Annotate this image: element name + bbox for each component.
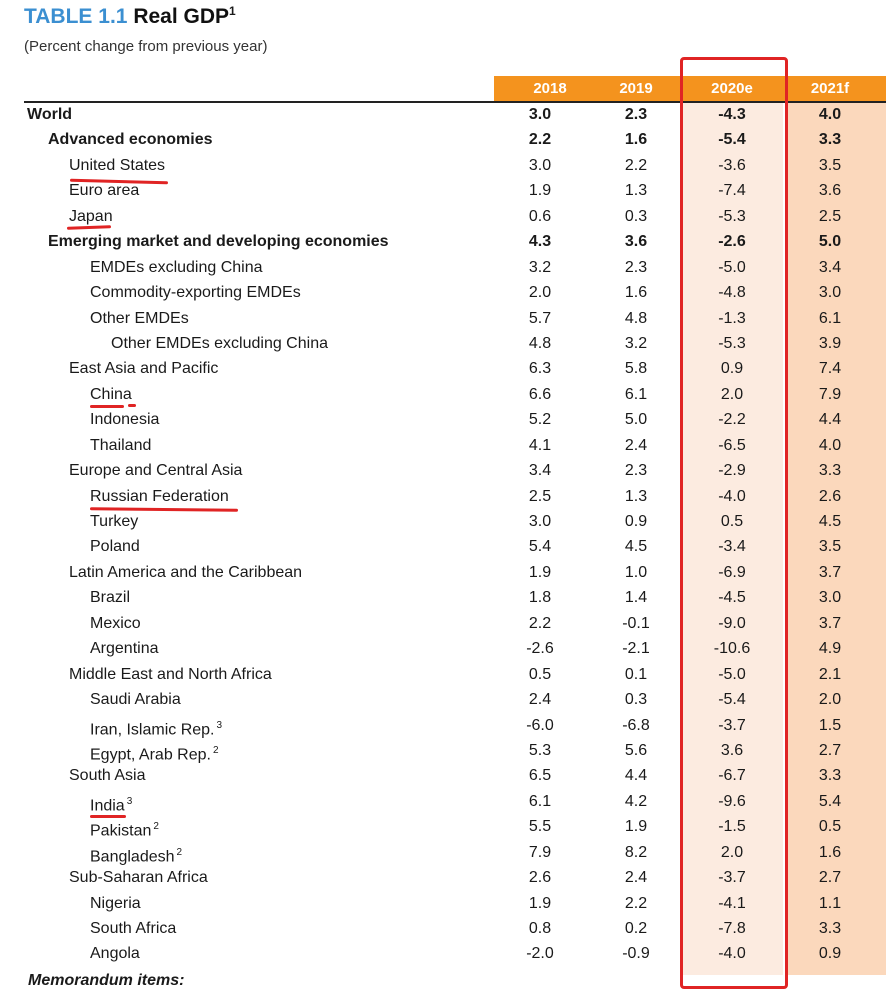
cell-2020e: -5.4	[718, 691, 746, 709]
cell-2018: 6.3	[528, 360, 552, 378]
table-name: Real GDP	[133, 5, 230, 28]
cell-2021f: 0.5	[818, 818, 842, 836]
cell-2020e: 0.9	[720, 360, 744, 378]
cell-2019: 1.4	[624, 589, 648, 607]
cell-2018: 0.6	[528, 207, 552, 225]
row-label-text: Emerging market and developing economies	[48, 233, 389, 251]
cell-2019: 2.2	[624, 894, 648, 912]
cell-2019: 4.4	[624, 767, 648, 785]
cell-2019: -0.9	[622, 945, 650, 963]
cell-2019: 1.6	[624, 131, 648, 149]
cell-2020e: -3.7	[718, 869, 746, 887]
row-label	[90, 306, 189, 331]
row-label-text: Middle East and North Africa	[69, 665, 272, 683]
cell-2021f: 2.0	[818, 691, 842, 709]
cell-2019: 2.4	[624, 436, 648, 454]
row-label-text: Turkey	[90, 513, 139, 530]
cell-2018: 5.4	[528, 538, 552, 556]
cell-2021f: 3.6	[818, 182, 842, 200]
row-label	[69, 153, 165, 178]
cell-2020e: -7.4	[718, 182, 746, 200]
title-footnote: 1	[229, 4, 236, 18]
cell-2021f: 3.5	[818, 156, 842, 174]
row-label-text: Egypt, Arab Rep.	[90, 746, 211, 764]
cell-2021f: 3.9	[818, 334, 842, 352]
cell-2019: 0.9	[624, 513, 648, 530]
annotation-underline-china	[90, 405, 124, 408]
row-label	[90, 280, 301, 305]
row-label-text: Advanced economies	[48, 131, 213, 149]
column-header-2019: 2019	[619, 80, 653, 97]
cell-2019: 0.3	[624, 691, 648, 709]
annotation-mark-china	[128, 404, 136, 407]
row-label	[69, 356, 218, 381]
row-label	[27, 102, 72, 127]
row-label-text: South Asia	[69, 767, 146, 785]
cell-2020e: -6.5	[718, 436, 746, 454]
cell-2021f: 2.7	[818, 741, 842, 759]
cell-2019: 3.2	[624, 334, 648, 352]
row-label-text: World	[27, 106, 73, 123]
cell-2020e: -3.6	[718, 156, 746, 174]
row-label	[48, 127, 213, 152]
cell-2019: 2.3	[624, 462, 648, 480]
cell-2020e: 2.0	[720, 385, 744, 403]
cell-2019: 4.5	[624, 538, 648, 556]
row-footnote: 2	[212, 744, 219, 756]
cell-2018: 0.8	[528, 920, 552, 937]
cell-2018: 2.0	[528, 284, 552, 302]
cell-2020e: 2.0	[720, 843, 744, 861]
cell-2019: 0.3	[624, 207, 648, 225]
cell-2019: 2.4	[624, 869, 648, 887]
row-label	[90, 687, 181, 712]
cell-2021f: 6.1	[818, 309, 842, 327]
row-label	[90, 636, 159, 661]
row-label	[48, 229, 389, 254]
row-label	[90, 916, 176, 941]
row-label-text: Russian Federation	[90, 487, 229, 505]
cell-2018: 5.7	[528, 309, 552, 327]
cell-2020e: -1.5	[718, 818, 746, 836]
cell-2021f: 1.6	[818, 843, 842, 861]
cell-2020e: 3.6	[720, 741, 744, 759]
cell-2020e: -4.0	[718, 487, 746, 505]
row-label-text: EMDEs excluding China	[90, 258, 263, 276]
cell-2021f: 3.3	[818, 462, 842, 480]
cell-2021f: 4.9	[818, 640, 842, 658]
cell-2021f: 3.7	[818, 614, 842, 632]
cell-2018: 2.2	[528, 614, 552, 632]
cell-2021f: 2.7	[818, 869, 842, 887]
row-label-text: East Asia and Pacific	[69, 360, 219, 378]
cell-2018: -2.6	[526, 640, 554, 658]
cell-2019: 4.2	[624, 792, 648, 810]
cell-2018: -6.0	[526, 716, 554, 734]
highlight-box-2020e	[680, 57, 788, 989]
cell-2018: 1.9	[528, 182, 552, 200]
row-label	[90, 484, 229, 509]
cell-2019: 8.2	[624, 843, 648, 861]
cell-2019: 5.0	[624, 411, 648, 429]
row-label-text: United States	[69, 156, 166, 174]
row-label	[90, 509, 138, 534]
cell-2018: 5.5	[528, 818, 552, 836]
cell-2019: 1.6	[624, 284, 648, 302]
cell-2020e: -4.0	[718, 945, 746, 963]
cell-2018: 4.3	[528, 233, 552, 251]
cell-2018: 2.2	[528, 131, 552, 149]
row-label-text: Mexico	[90, 614, 141, 632]
cell-2019: -6.8	[622, 716, 650, 734]
cell-2018: 3.4	[528, 462, 552, 480]
row-label	[90, 891, 141, 916]
row-label-text: Sub-Saharan Africa	[69, 869, 208, 887]
table-subtitle: (Percent change from previous year)	[24, 38, 268, 55]
cell-2019: -0.1	[622, 614, 650, 632]
cell-2018: 4.1	[528, 436, 552, 454]
cell-2018: 3.0	[528, 156, 552, 174]
cell-2020e: -5.0	[718, 665, 746, 683]
row-footnote: 2	[153, 821, 159, 833]
cell-2018: 2.6	[528, 869, 552, 887]
row-label-text: Saudi Arabia	[90, 691, 181, 709]
cell-2021f: 7.9	[818, 385, 842, 403]
row-footnote: 2	[176, 846, 183, 858]
row-label	[90, 433, 151, 458]
cell-2019: 4.8	[624, 309, 648, 327]
row-label	[69, 560, 302, 585]
cell-2019: 1.9	[624, 818, 648, 836]
cell-2021f: 2.1	[818, 665, 842, 683]
row-label	[90, 585, 130, 610]
row-label	[69, 865, 208, 890]
cell-2019: 5.6	[624, 741, 648, 759]
row-label-text: South Africa	[90, 920, 177, 937]
cell-2021f: 4.5	[818, 513, 842, 530]
row-label	[90, 255, 263, 280]
cell-2020e: -5.4	[718, 131, 746, 149]
annotation-underline-india	[90, 815, 126, 818]
row-label-text: Iran, Islamic Rep.	[90, 720, 215, 738]
row-label-text: Thailand	[90, 436, 152, 454]
row-footnote: 3	[216, 719, 223, 731]
row-label	[111, 331, 328, 356]
cell-2020e: -6.9	[718, 563, 746, 581]
row-label-text: Euro area	[69, 182, 140, 200]
row-label	[69, 458, 242, 483]
table-title	[24, 4, 236, 29]
row-label-text: Other EMDEs excluding China	[111, 334, 328, 352]
cell-2021f: 3.0	[818, 284, 842, 302]
cell-2020e: -5.3	[718, 334, 746, 352]
row-label-text: Japan	[69, 207, 113, 225]
cell-2021f: 2.6	[818, 487, 842, 505]
cell-2019: 0.1	[624, 665, 648, 683]
row-label	[69, 662, 272, 687]
row-label-text: China	[90, 385, 132, 403]
cell-2018: 5.3	[528, 741, 552, 759]
row-label-text: Poland	[90, 538, 140, 556]
row-footnote: 3	[126, 795, 133, 807]
cell-2021f: 3.3	[818, 767, 842, 785]
row-label-text: Angola	[90, 945, 140, 963]
row-label-text: Argentina	[90, 640, 159, 658]
cell-2020e: -4.1	[718, 894, 746, 912]
cell-2020e: -4.5	[718, 589, 746, 607]
column-header-2020e: 2020e	[711, 80, 753, 97]
cell-2021f: 3.3	[818, 920, 842, 937]
cell-2020e: -5.3	[718, 207, 746, 225]
cell-2018: 4.8	[528, 334, 552, 352]
row-label-text: Brazil	[90, 589, 131, 607]
cell-2021f: 1.1	[818, 894, 842, 912]
cell-2020e: -7.8	[718, 920, 746, 937]
cell-2020e: -4.8	[718, 284, 746, 302]
cell-2018: 2.4	[528, 691, 552, 709]
cell-2021f: 4.0	[818, 106, 842, 123]
cell-2021f: 5.4	[818, 792, 842, 810]
cell-2020e: -9.0	[718, 614, 746, 632]
cell-2021f: 7.4	[818, 360, 842, 378]
cell-2020e: -2.2	[718, 411, 746, 429]
cell-2020e: -5.0	[718, 258, 746, 276]
cell-2018: 1.9	[528, 894, 552, 912]
row-label	[69, 763, 146, 788]
cell-2020e: -9.6	[718, 792, 746, 810]
cell-2019: 1.0	[624, 563, 648, 581]
cell-2018: 3.2	[528, 258, 552, 276]
cell-2021f: 3.0	[818, 589, 842, 607]
cell-2018: 6.6	[528, 385, 552, 403]
cell-2021f: 3.3	[818, 131, 842, 149]
cell-2018: 2.5	[528, 487, 552, 505]
cell-2019: 6.1	[624, 385, 648, 403]
row-label-text: Bangladesh	[90, 848, 175, 866]
column-header-2018: 2018	[533, 80, 567, 97]
row-label-text: Indonesia	[90, 411, 160, 429]
row-label-text: Other EMDEs	[90, 309, 189, 327]
cell-2019: -2.1	[622, 640, 650, 658]
cell-2019: 5.8	[624, 360, 648, 378]
cell-2018: 1.9	[528, 563, 552, 581]
cell-2020e: -3.7	[718, 716, 746, 734]
cell-2021f: 3.7	[818, 563, 842, 581]
row-label	[90, 534, 140, 559]
cell-2019: 1.3	[624, 487, 648, 505]
cell-2021f: 3.5	[818, 538, 842, 556]
cell-2018: 1.8	[528, 589, 552, 607]
row-label-text: Nigeria	[90, 894, 141, 912]
row-label-text: India	[90, 797, 125, 815]
row-label-text: Europe and Central Asia	[69, 462, 243, 480]
cell-2021f: 1.5	[818, 716, 842, 734]
cell-2021f: 0.9	[818, 945, 842, 963]
cell-2018: 5.2	[528, 411, 552, 429]
row-label-text: Latin America and the Caribbean	[69, 563, 303, 581]
cell-2018: 6.5	[528, 767, 552, 785]
cell-2019: 2.3	[624, 258, 648, 276]
cell-2020e: -10.6	[713, 640, 751, 658]
cell-2020e: -2.6	[718, 233, 746, 251]
cell-2018: 7.9	[528, 843, 552, 861]
memorandum-label: Memorandum items:	[28, 972, 185, 989]
cell-2019: 1.3	[624, 182, 648, 200]
cell-2020e: -2.9	[718, 462, 746, 480]
cell-2019: 0.2	[624, 920, 648, 937]
cell-2020e: -6.7	[718, 767, 746, 785]
cell-2021f: 4.4	[818, 411, 842, 429]
cell-2019: 3.6	[624, 233, 648, 251]
row-label-text: Commodity-exporting EMDEs	[90, 284, 301, 302]
cell-2019: 2.2	[624, 156, 648, 174]
cell-2018: 6.1	[528, 792, 552, 810]
cell-2018: -2.0	[526, 945, 554, 963]
row-label	[90, 407, 159, 432]
cell-2021f: 4.0	[818, 436, 842, 454]
cell-2019: 2.3	[624, 106, 648, 123]
cell-2018: 3.0	[528, 513, 552, 530]
column-header-2021f: 2021f	[810, 80, 850, 97]
table-number: TABLE 1.1	[24, 5, 128, 28]
cell-2018: 0.5	[528, 665, 552, 683]
cell-2020e: -1.3	[718, 309, 746, 327]
cell-2018: 3.0	[528, 106, 552, 123]
cell-2020e: -3.4	[718, 538, 746, 556]
cell-2021f: 3.4	[818, 258, 842, 276]
cell-2020e: -4.3	[718, 106, 746, 123]
row-label	[90, 611, 141, 636]
row-label	[90, 382, 132, 407]
row-label-text: Pakistan	[90, 822, 152, 840]
cell-2020e: 0.5	[720, 513, 744, 530]
cell-2021f: 2.5	[818, 207, 842, 225]
row-label	[90, 941, 140, 966]
cell-2021f: 5.0	[818, 233, 842, 251]
